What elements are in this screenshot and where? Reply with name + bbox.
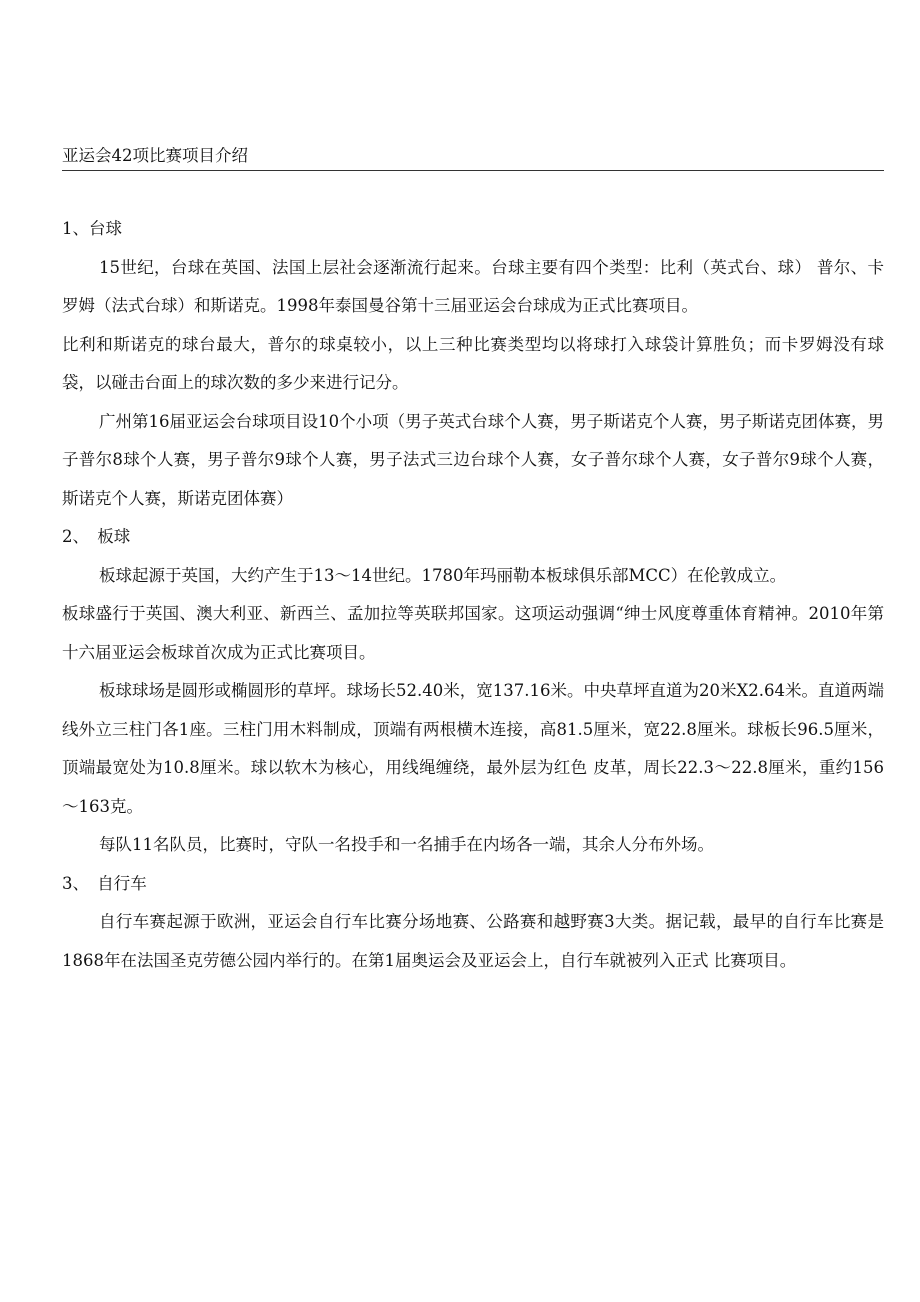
paragraph: 15世纪，台球在英国、法国上层社会逐渐流行起来。台球主要有四个类型：比利（英式台、球） 普尔、卡罗姆（法式台球）和斯诺克。1998年泰国曼谷第十三届亚运会台球成为正式比赛项目。 — [62, 257, 884, 315]
section-cricket — [62, 518, 884, 865]
section-billiards — [62, 210, 884, 518]
section-heading: 3、 自行车 — [62, 873, 147, 893]
document-title: 亚运会42项比赛项目介绍 — [62, 146, 248, 165]
paragraph: 板球起源于英国，大约产生于13～14世纪。1780年玛丽勒本板球俱乐部MCC）在伦敦成立。 — [99, 565, 787, 585]
section-cycling — [62, 865, 884, 981]
paragraph: 广州第16届亚运会台球项目设10个小项（男子英式台球个人赛，男子斯诺克个人赛，男子斯诺克团体赛，男子普尔8球个人赛，男子普尔9球个人赛，男子法式三边台球个人赛，女子普尔球个人赛，女子普尔9球个人赛，斯诺克个人赛，斯诺克团体赛） — [62, 411, 884, 508]
paragraph: 板球球场是圆形或椭圆形的草坪。球场长52.40米，宽137.16米。中央草坪直道为20米X2.64米。直道两端线外立三柱门各1座。三柱门用木料制成，顶端有两根横木连接，高81.5厘米，宽22.8厘米。球板长96.5厘米，顶端最宽处为10.8厘米。球以软木为核心，用线绳缠绕，最外层为红色 皮革，周长22.3～22.8厘米，重约156～163克。 — [62, 681, 884, 816]
section-heading: 1、台球 — [62, 219, 122, 238]
section-heading: 2、 板球 — [62, 527, 131, 546]
page-header — [62, 146, 884, 171]
paragraph: 自行车赛起源于欧洲，亚运会自行车比赛分场地赛、公路赛和越野赛3大类。据记载，最早的自行车比赛是1868年在法国圣克劳德公园内举行的。在第1届奥运会及亚运会上，自行车就被列入正式 比赛项目。 — [62, 912, 884, 970]
paragraph: 板球盛行于英国、澳大利亚、新西兰、孟加拉等英联邦国家。这项运动强调“绅士风度尊重体育精神。2010年第十六届亚运会板球首次成为正式比赛项目。 — [62, 604, 884, 662]
paragraph: 每队11名队员，比赛时，守队一名投手和一名捕手在内场各一端，其余人分布外场。 — [99, 835, 714, 854]
document-body — [62, 210, 884, 980]
paragraph: 比利和斯诺克的球台最大，普尔的球桌较小，以上三种比赛类型均以将球打入球袋计算胜负；而卡罗姆没有球袋，以碰击台面上的球次数的多少来进行记分。 — [62, 334, 884, 392]
